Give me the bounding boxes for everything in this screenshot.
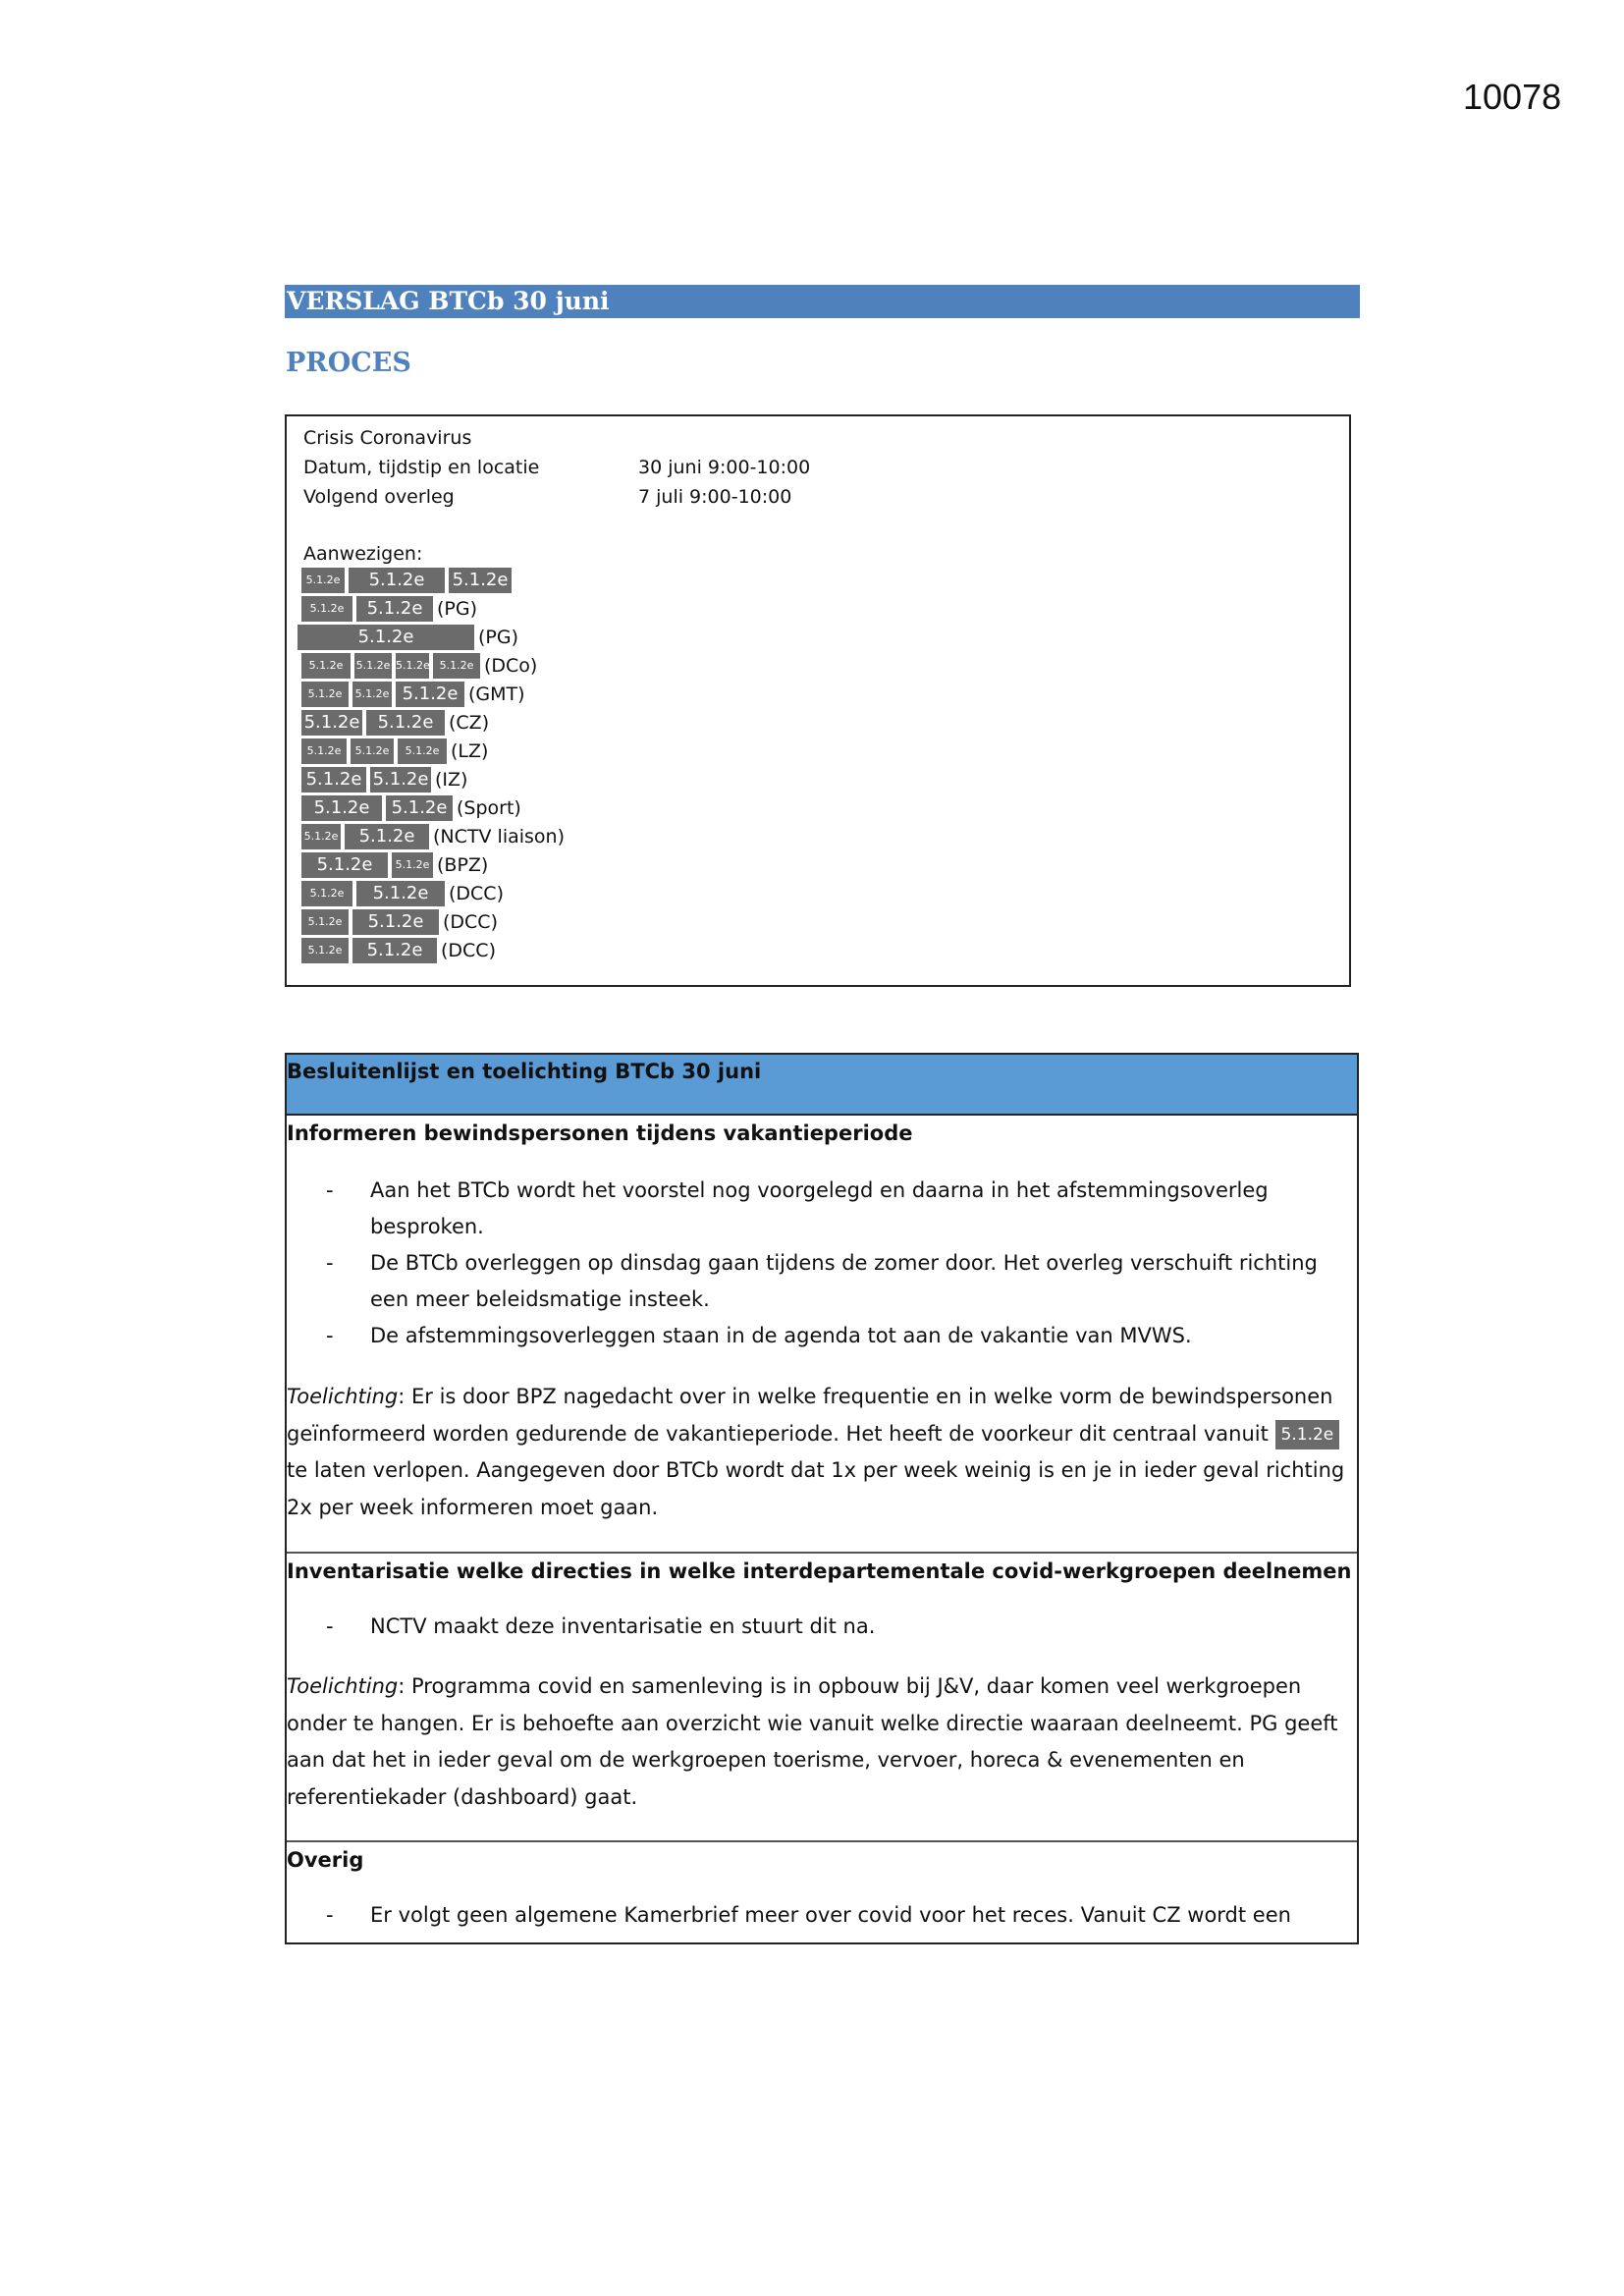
redaction-block: 5.1.2e: [449, 568, 512, 593]
attendee-line: [301, 710, 489, 736]
redaction-block: 5.1.2e: [301, 682, 349, 707]
section-divider: [287, 1840, 1357, 1842]
redaction-block: 5.1.2e: [301, 881, 352, 906]
document-title: VERSLAG BTCb 30 juni: [285, 285, 1360, 318]
attendee-role: (DCC): [441, 940, 496, 961]
redaction-block: 5.1.2e: [345, 824, 429, 849]
redaction-block: 5.1.2e: [386, 795, 453, 821]
bullet-text: NCTV maakt deze inventarisatie en stuurt dit na.: [370, 1614, 876, 1638]
attendee-line: [301, 568, 515, 593]
attendee-line: [301, 767, 467, 793]
note-label: Toelichting: [287, 1674, 399, 1698]
attendee-role: (PG): [437, 598, 478, 620]
info-label-volgend: Volgend overleg: [303, 486, 455, 508]
bullet-item: [326, 1173, 1347, 1245]
note-paragraph: [287, 1379, 1357, 1526]
meeting-info-box: [285, 414, 1351, 987]
decisions-table: [285, 1053, 1359, 1944]
attendee-line: [301, 596, 477, 622]
redaction-block: 5.1.2e: [301, 795, 382, 821]
bullet-dash: -: [326, 1903, 334, 1927]
note-paragraph: [287, 1668, 1357, 1816]
section-title: Overig: [287, 1848, 364, 1872]
attendee-role: (IZ): [435, 769, 468, 791]
redaction-block: 5.1.2e: [396, 653, 429, 679]
section-title: Informeren bewindspersonen tijdens vakantieperiode: [287, 1121, 913, 1145]
redaction-block: 5.1.2e: [301, 824, 341, 849]
bullet-item: [326, 1318, 1347, 1354]
info-label-crisis: Crisis Coronavirus: [303, 427, 472, 449]
bullet-dash: -: [326, 1324, 334, 1347]
attendee-line: [301, 852, 488, 878]
redaction-block: 5.1.2e: [366, 710, 445, 736]
attendee-role: (Sport): [457, 797, 521, 819]
bullet-item: [326, 1897, 1347, 1934]
attendee-line: [301, 738, 488, 764]
redaction-block: 5.1.2e: [301, 767, 366, 793]
attendee-line: [301, 938, 496, 963]
note-label: Toelichting: [287, 1385, 399, 1408]
redaction-block: 5.1.2e: [392, 852, 433, 878]
redaction-block: 5.1.2e: [301, 568, 345, 593]
redaction-block: 5.1.2e: [370, 767, 431, 793]
redaction-block: 5.1.2e: [356, 596, 433, 622]
attendee-line: [301, 682, 525, 707]
bullet-text: De afstemmingsoverleggen staan in de agenda tot aan de vakantie van MVWS.: [370, 1324, 1192, 1347]
redaction-block: 5.1.2e: [349, 568, 445, 593]
decisions-header: Besluitenlijst en toelichting BTCb 30 juni: [287, 1055, 1357, 1116]
redaction-block: 5.1.2e: [352, 682, 392, 707]
bullet-item: [326, 1609, 1347, 1645]
redaction-block: 5.1.2e: [354, 653, 392, 679]
attendee-line: [298, 625, 518, 650]
redaction-block: 5.1.2e: [301, 653, 351, 679]
info-value-datum: 30 juni 9:00-10:00: [638, 457, 811, 478]
note-text: : Programma covid en samenleving is in opbouw bij J&V, daar komen veel werkgroepen onder te hangen. Er is behoefte aan overzicht wie vanuit welke directie waaraan deelneemt. PG geeft aan dat het in ieder geval om de werkgroepen toerisme, vervoer, horeca & evenementen en referentiekader (dashboard) gaat.: [287, 1674, 1338, 1809]
bullet-dash: -: [326, 1614, 334, 1638]
info-label-datum: Datum, tijdstip en locatie: [303, 457, 540, 478]
attendee-role: (GMT): [468, 683, 525, 705]
bullet-text: De BTCb overleggen op dinsdag gaan tijdens de zomer door. Het overleg verschuift richting een meer beleidsmatige insteek.: [370, 1251, 1318, 1311]
bullet-dash: -: [326, 1178, 334, 1202]
section-title: Inventarisatie welke directies in welke interdepartementale covid-werkgroepen deelnemen: [287, 1559, 1352, 1583]
attendee-line: [301, 909, 498, 935]
redaction-block: 5.1.2e: [301, 738, 347, 764]
attendee-role: (LZ): [451, 740, 489, 762]
attendee-role: (DCC): [443, 911, 498, 933]
redaction-block: 5.1.2e: [433, 653, 480, 679]
attendee-role: (NCTV liaison): [433, 826, 565, 847]
redaction-block: 5.1.2e: [398, 738, 447, 764]
redaction-block: 5.1.2e: [356, 881, 445, 906]
attendee-line: [301, 795, 521, 821]
section-heading: PROCES: [286, 348, 411, 378]
redaction-block: 5.1.2e: [1275, 1420, 1340, 1449]
redaction-block: 5.1.2e: [298, 625, 474, 650]
redaction-block: 5.1.2e: [396, 682, 464, 707]
note-text-continued: te laten verlopen. Aangegeven door BTCb wordt dat 1x per week weinig is en je in ieder geval richting 2x per week informeren moet gaan.: [287, 1458, 1345, 1519]
redaction-block: 5.1.2e: [351, 738, 394, 764]
bullet-item: [326, 1245, 1347, 1318]
page-number: 10078: [1463, 77, 1562, 117]
attendee-line: [301, 653, 537, 679]
attendee-role: (DCC): [449, 883, 504, 904]
bullet-text: Er volgt geen algemene Kamerbrief meer over covid voor het reces. Vanuit CZ wordt een: [370, 1903, 1291, 1927]
attendee-line: [301, 881, 504, 906]
attendee-line: [301, 824, 565, 849]
redaction-block: 5.1.2e: [301, 710, 362, 736]
redaction-block: 5.1.2e: [352, 938, 437, 963]
bullet-dash: -: [326, 1251, 334, 1275]
attendee-role: (BPZ): [437, 854, 489, 876]
redaction-block: 5.1.2e: [301, 596, 352, 622]
redaction-block: 5.1.2e: [301, 909, 349, 935]
redaction-block: 5.1.2e: [352, 909, 439, 935]
redaction-block: 5.1.2e: [301, 938, 349, 963]
bullet-text: Aan het BTCb wordt het voorstel nog voorgelegd en daarna in het afstemmingsoverleg besproken.: [370, 1178, 1269, 1238]
note-text: : Er is door BPZ nagedacht over in welke frequentie en in welke vorm de bewindspersonen geïnformeerd worden gedurende de vakantieperiode. Het heeft de voorkeur dit centraal vanuit: [287, 1385, 1333, 1446]
section-divider: [287, 1552, 1357, 1554]
attendees-label: Aanwezigen:: [303, 543, 423, 565]
info-value-volgend: 7 juli 9:00-10:00: [638, 486, 792, 508]
redaction-block: 5.1.2e: [301, 852, 388, 878]
attendee-role: (CZ): [449, 712, 490, 734]
attendee-role: (DCo): [484, 655, 538, 677]
attendee-role: (PG): [478, 627, 519, 648]
